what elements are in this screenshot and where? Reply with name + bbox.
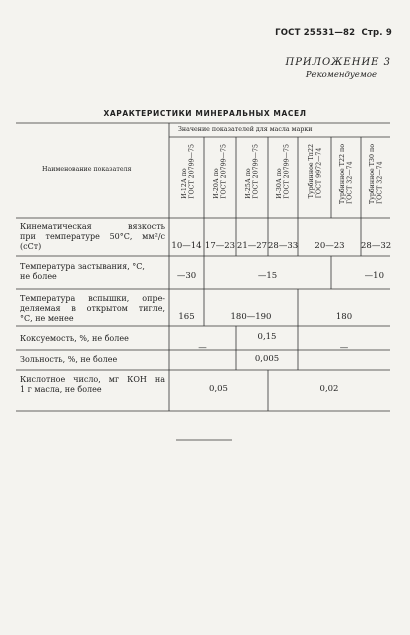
row-5-label: Зольность, %, не более xyxy=(20,355,118,364)
row-3-val-1: 165 xyxy=(178,312,195,322)
row-3-val-3: 180 xyxy=(335,312,353,322)
col-header-3: И-25А по ГОСТ 20799—75 xyxy=(245,144,260,199)
row-2-val-3: —10 xyxy=(364,271,384,281)
row-4-label: Коксуемость, %, не более xyxy=(20,334,129,343)
row-3-label: Температура вспышки, опре- деляемая в открытом тигле, °С, не менее xyxy=(20,294,165,323)
row-1-label: Кинематическая вязкость при температуре 50°С, мм²/с (сСт) xyxy=(20,222,165,251)
col-header-5: Турбинное Тп22 ГОСТ 9972—74 xyxy=(308,144,323,199)
col-header-4: И-30А по ГОСТ 20799—75 xyxy=(276,144,291,199)
row-1-val-5: 20—23 xyxy=(314,241,345,251)
row-5-val-1: 0,005 xyxy=(254,354,280,364)
row-6-label: Кислотное число, мг КОН на 1 г масла, не более xyxy=(20,375,165,394)
appendix-note: Рекомендуемое xyxy=(305,70,377,80)
row-1-val-6: 28—32 xyxy=(361,241,392,251)
row-6-val-2: 0,02 xyxy=(319,384,339,394)
col-header-1: И-12А по ГОСТ 20799—75 xyxy=(181,144,196,199)
page-number: Стр. 9 xyxy=(361,28,392,38)
row-1-val-2: 17—23 xyxy=(204,241,236,251)
row-4-val-3: — xyxy=(339,343,349,353)
row-1-val-3: 21—27 xyxy=(236,241,268,251)
row-6-val-1: 0,05 xyxy=(209,384,228,394)
row-2-val-1: —30 xyxy=(176,271,197,281)
row-3-val-2: 180—190 xyxy=(230,312,272,322)
col-header-2: И-20А по ГОСТ 20799—75 xyxy=(213,144,228,199)
row-2-val-2: —15 xyxy=(257,271,278,281)
col-header-6: Турбинное Т22 по ГОСТ 32—74 xyxy=(339,144,354,205)
doc-number: ГОСТ 25531—82 xyxy=(275,28,356,38)
row-4-val-2: 0,15 xyxy=(257,332,277,342)
col-header-7: Турбинное Т30 по ГОСТ 32—74 xyxy=(369,144,384,205)
name-header: Наименование показателя xyxy=(42,166,132,173)
row-1-val-1: 10—14 xyxy=(171,241,202,251)
table-title: ХАРАКТЕРИСТИКИ МИНЕРАЛЬНЫХ МАСЕЛ xyxy=(103,109,307,118)
row-2-label: Температура застывания, °С, не более xyxy=(20,262,145,281)
row-4-val-1: — xyxy=(198,343,207,353)
group-header: Значение показателей для масла марки xyxy=(178,126,313,133)
appendix-title: ПРИЛОЖЕНИЕ 3 xyxy=(285,57,391,68)
row-1-val-4: 28—33 xyxy=(268,241,299,251)
